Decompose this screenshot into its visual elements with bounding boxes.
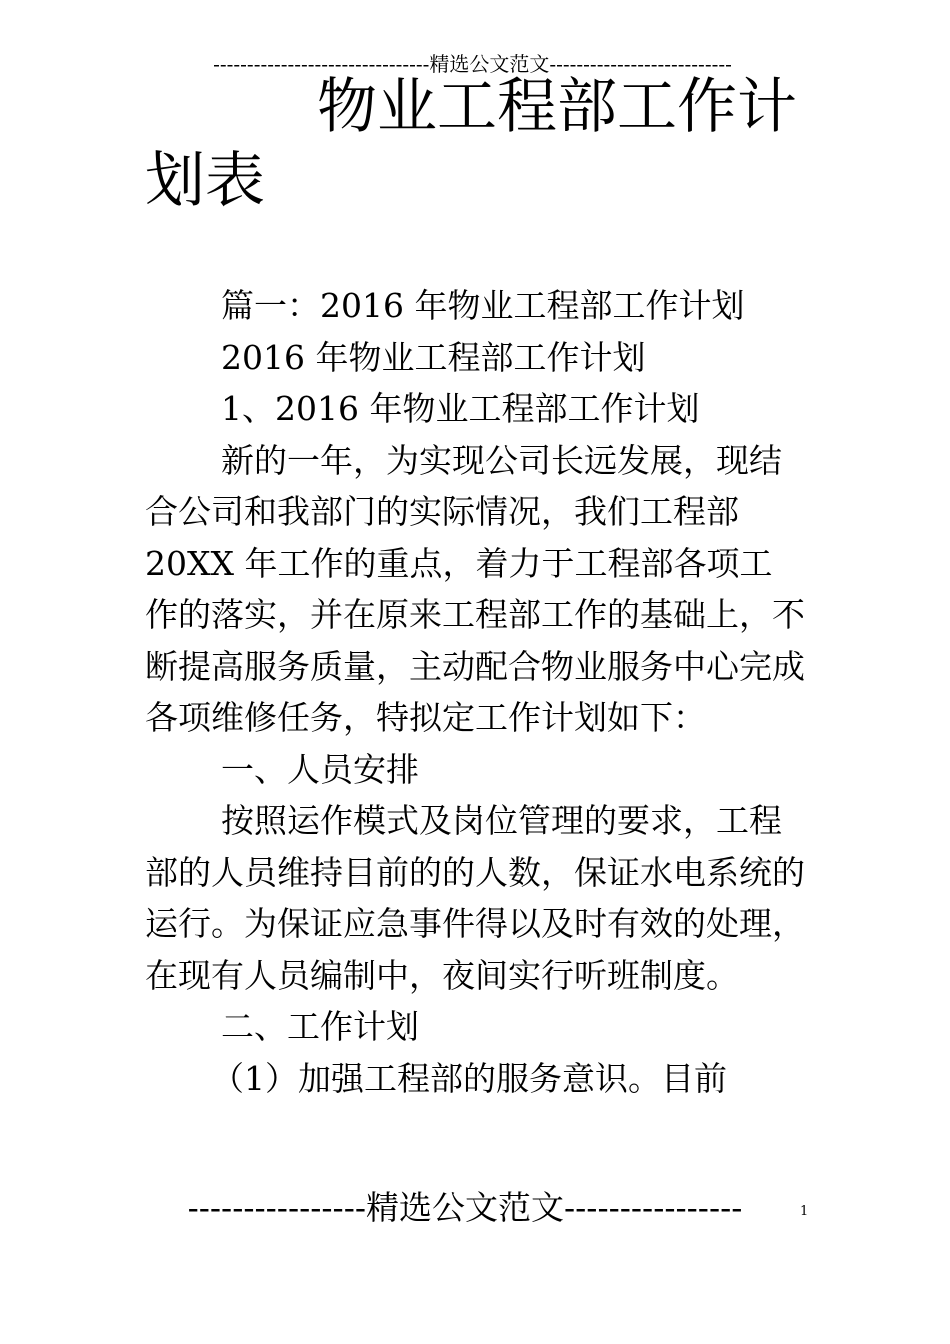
paragraph-numbered-heading: 1、2016 年物业工程部工作计划 [221,389,700,428]
paragraph-heading-staffing: 一、人员安排 [221,749,419,789]
title-line-1: 物业工程部工作计 [317,72,797,142]
page-header: --------------------------------精选公文范文--------------------------- [213,52,732,76]
paragraph-heading-work-plan: 二、工作计划 [221,1007,419,1046]
title-line-2: 划表 [145,146,265,216]
paragraph-staffing: 按照运作模式及岗位管理的要求，工程部的人员维持目前的的人数，保证水电系统的运行。为保证应急事件得以及时有效的处理，在现有人员编制中，夜间实行听班制度。 [145,801,805,995]
page-footer: ----------------精选公文范文---------------- [187,1188,743,1227]
paragraph-work-plan-item: （1）加强工程部的服务意识。目前 [211,1058,727,1098]
page-number: 1 [800,1204,809,1219]
document-title [145,70,805,218]
paragraph-subtitle: 2016 年物业工程部工作计划 [221,337,646,377]
document-body [145,280,805,1104]
paragraph-intro: 新的一年，为实现公司长远发展，现结合公司和我部门的实际情况，我们工程部 20XX 年工作的重点，着力于工程部各项工作的落实，并在原来工程部工作的基础上，不断提高服务质量，主动配合物业服务中心完成各项维修任务，特拟定工作计划如下： [145,440,805,737]
paragraph-section-heading: 篇一：2016 年物业工程部工作计划 [221,286,745,325]
